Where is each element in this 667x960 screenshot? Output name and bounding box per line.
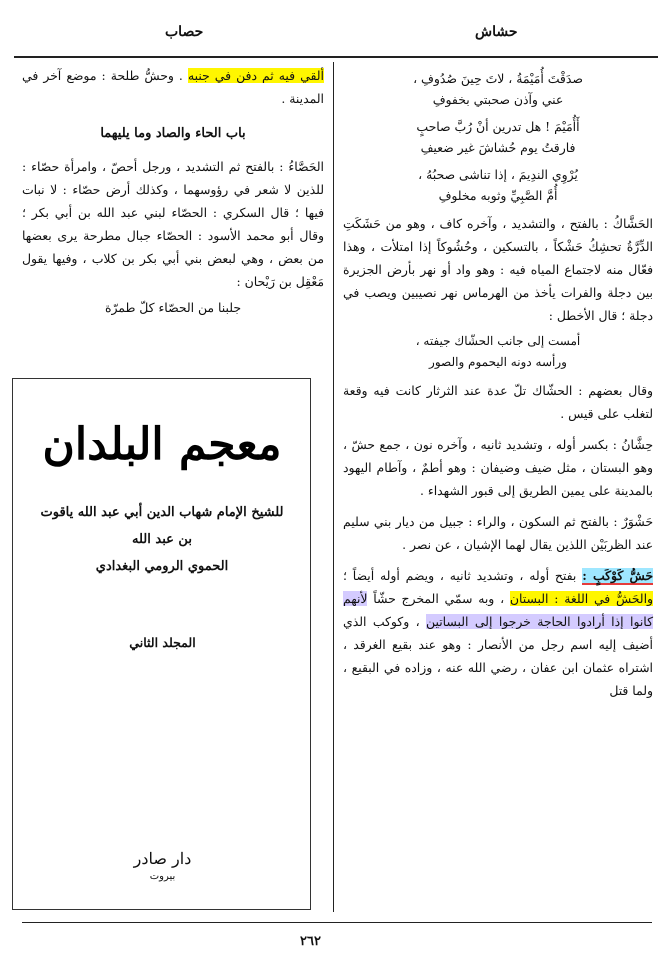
entry-text: ، وبه سمّي المخرج حشّاً: [373, 591, 505, 606]
verse-line: أَأُمَيْمَ ! هل تدرين أنْ رُبَّ صاحبٍ: [416, 119, 580, 134]
verse-line: فارقتُ يوم حُشاشَ غير ضعيفِ: [420, 140, 576, 155]
entry-hash-kawkab: [343, 564, 653, 702]
cover-title-text: معجم البلدان: [42, 419, 282, 470]
left-column: [22, 64, 324, 324]
cover-city: بيروت: [149, 871, 176, 882]
entry-text: . وحشُّ طلحة : موضع آخر في المدينة .: [22, 68, 324, 106]
verse-4: [343, 331, 653, 373]
page-number: ٢٦٢: [300, 934, 321, 949]
entry-headword-highlight: حَشُّ كَوْكَبٍ :: [582, 568, 653, 583]
left-top-paragraph: [22, 64, 324, 110]
verse-line: يُرْوِي الندِيمَ ، إذا تناشى صحبُهُ ،: [418, 167, 578, 182]
entry-text: ، وكوكب الذي أضيف إليه اسم رجل من الأنصار : وهو عند بقيع الغرقد ، اشتراه عثمان ابن عفان ، رضي الله عنه ، وزاده في البقيع ، ولما قتل: [343, 614, 653, 698]
running-header-left: حصاب: [165, 24, 204, 40]
entry-hashar: حَشْوَرٌ : بالفتح ثم السكون ، والراء : جبيل من ديار بني سليم عند الظربَيْن اللذين يقال لهما الإشيان ، عن نصر .: [343, 514, 653, 552]
entry-hassa: الحَصَّاءُ : بالفتح ثم التشديد ، ورجل أحصّ ، وامرأة حصّاء : للذين لا شعر في رؤوسهما ، وكذلك أرض حصّاء : لا نبات فيها ؛ قال السكري : الحصّاء لبني عبد الله بن أبي بكر ؛ وقال أبو محمد الأسود : الحصّاء جبال مطرحة يرى بعضها من بعض ، وهي لبعض بني أبي بكر بن كلاب ، وفيها يقول مَعْقِل بن رَيْحان :: [22, 159, 324, 289]
book-cover-image: [12, 378, 311, 910]
highlight-purple: لأنهم كانوا إذا أرادوا الحاجة خرجوا إلى البساتين: [343, 591, 653, 629]
entry-hishshan: حِشَّانُ : بكسر أوله ، وتشديد ثانيه ، وآخره نون ، جمع حشّ ، وهو البستان ، مثل ضيف وضيفان : وهو أطمٌ ، وآطام اليهود بالمدينة على يمين الطريق إلى قبور الشهداء .: [343, 437, 653, 498]
cover-publisher: دار صادر: [133, 849, 192, 868]
cover-author-line: الحموي الرومي البغدادي: [95, 559, 229, 574]
header-rule: [14, 56, 658, 58]
cover-volume: المجلد الثاني: [129, 635, 196, 650]
running-header-right: حشاش: [475, 24, 518, 40]
calligraphy-title: [33, 397, 291, 487]
verse-line: ورأسه دونه اليحموم والصور: [429, 355, 567, 369]
section-title: باب الحاء والصاد وما يليهما: [100, 126, 246, 141]
cover-author-line: للشيخ الإمام شهاب الدين أبي عبد الله ياقوت بن عبد الله: [40, 505, 284, 547]
verse-1: [343, 68, 653, 110]
footer-rule: [22, 922, 652, 923]
verse-3: [343, 164, 653, 206]
verse-line: عني وآذن صحبتي بخفوفِ: [432, 92, 564, 107]
right-column: [343, 64, 653, 702]
entry-hashak: الحَشَّاكُ : بالفتح ، والتشديد ، وآخره كاف ، وهو من حَشَكَتِ الدِّرَّةُ تحشِكُ حَشْكاً ، بالتسكين ، وحُشُوكاً إذا امتلأت ، وهذا فعّال منه لاجتماع المياه فيه : وهو واد أو نهر بأرض الجزيرة بين دجلة والفرات يأخذ من الهرماس نهر نصيبين ويصب في دجلة ؛ قال الأخطل :: [343, 216, 653, 323]
highlight-bustan: والحَشُّ في اللغة : البستان: [509, 591, 653, 606]
verse-line: أُمَّ الصَّبِيِّ وثوبه مخلوفِ: [438, 188, 558, 203]
entry-text: بفتح أوله ، وتشديد ثانيه ، ويضم أوله أيضاً ؛: [343, 568, 577, 583]
cover-author: [33, 499, 291, 580]
highlight-yellow-top: ألقي فيه ثم دفن في جنبه: [187, 68, 324, 83]
verse-2: [343, 116, 653, 158]
verse-line: صدَقْتَ أُمَيْمَةُ ، لاتَ حِينَ صُدُوفِ ،: [413, 71, 583, 86]
column-divider: [333, 62, 334, 912]
verse-hassa: جلبنا من الحصّاء كلّ طمرّة: [104, 300, 242, 315]
paragraph-qawl: وقال بعضهم : الحشّاك تلّ عدة عند الثرثار كانت فيه وقعة لتغلب على قيس .: [343, 383, 653, 421]
verse-line: أمست إلى جانب الحشّاك جيفته ،: [415, 334, 581, 348]
